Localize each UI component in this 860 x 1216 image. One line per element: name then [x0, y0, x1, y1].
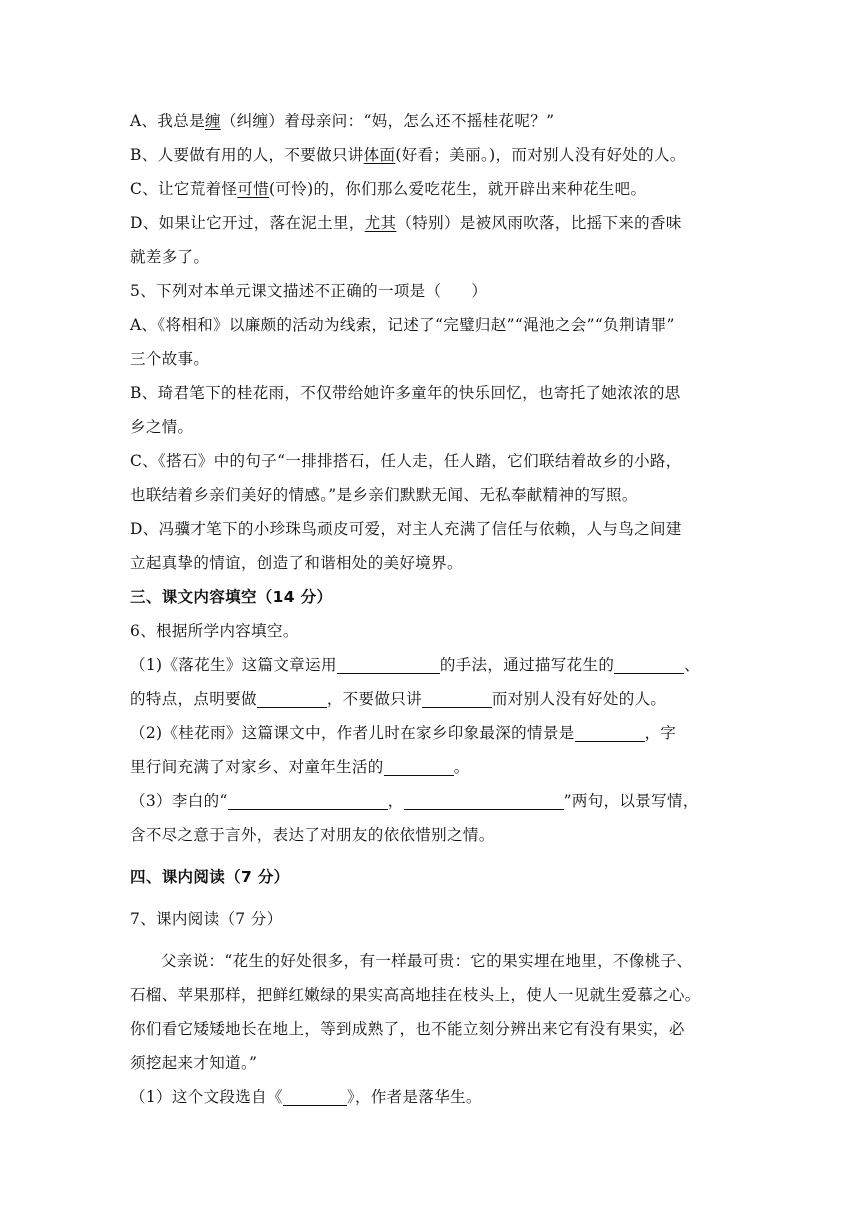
q4-option-d: D、如果让它开过，落在泥土里，尤其（特别）是被风雨吹落，比摇下来的香味	[130, 214, 682, 232]
q6-part-3-cont: 含不尽之意于言外，表达了对朋友的依依惜别之情。	[130, 826, 495, 844]
q4-option-c: C、让它荒着怪可惜(可怜)的，你们那么爱吃花生，就开辟出来种花生吧。	[130, 180, 647, 198]
q5-option-b: B、琦君笔下的桂花雨，不仅带给她许多童年的快乐回忆，也寄托了她浓浓的思	[130, 384, 681, 402]
fill-blank[interactable]	[404, 791, 564, 810]
reading-paragraph-line: 父亲说：“花生的好处很多，有一样最可贵：它的果实埋在地里，不像桃子、	[161, 952, 693, 970]
fill-blank[interactable]	[283, 1087, 347, 1106]
fill-blank[interactable]	[575, 723, 645, 742]
q5-option-c-cont: 也联结着乡亲们美好的情感。”是乡亲们默默无闻、无私奉献精神的写照。	[130, 486, 638, 504]
q5-stem: 5、下列对本单元课文描述不正确的一项是（ ）	[130, 282, 488, 300]
q4-option-a: A、我总是缠（纠缠）着母亲问：“妈，怎么还不摇桂花呢？”	[130, 112, 555, 130]
q7-stem: 7、课内阅读（7 分）	[130, 910, 283, 928]
q7-sub-1: （1）这个文段选自《 》，作者是落华生。	[130, 1088, 482, 1106]
q6-part-3: （3）李白的“ ， ”两句，以景写情，	[130, 792, 699, 810]
reading-paragraph-line: 须挖起来才知道。”	[130, 1054, 258, 1072]
reading-paragraph-line: 你们看它矮矮地长在地上，等到成熟了，也不能立刻分辨出来它有没有果实，必	[130, 1020, 685, 1038]
section-4-title: 四、课内阅读（7 分）	[130, 868, 290, 886]
fill-blank[interactable]	[228, 791, 388, 810]
q5-option-c: C、《搭石》中的句子“一排排搭石，任人走，任人踏，它们联结着故乡的小路，	[130, 452, 682, 470]
underlined-word: 尤其	[364, 214, 397, 232]
fill-blank[interactable]	[257, 689, 327, 708]
q4-option-d-cont: 就差多了。	[130, 248, 210, 266]
q6-part-2: （2)《桂花雨》这篇课文中，作者儿时在家乡印象最深的情景是 ，字	[130, 724, 677, 742]
fill-blank[interactable]	[614, 655, 684, 674]
q6-part-1-cont: 的特点，点明要做 ，不要做只讲 而对别人没有好处的人。	[130, 690, 667, 708]
q5-option-d: D、冯骥才笔下的小珍珠鸟顽皮可爱，对主人充满了信任与依赖，人与鸟之间建	[130, 520, 682, 538]
fill-blank[interactable]	[422, 689, 492, 708]
fill-blank[interactable]	[337, 655, 440, 674]
q6-stem: 6、根据所学内容填空。	[130, 622, 299, 640]
q6-part-1: （1)《落花生》这篇文章运用 的手法，通过描写花生的 、	[130, 656, 701, 674]
fill-blank[interactable]	[384, 757, 454, 776]
q4-option-b: B、人要做有用的人，不要做只讲体面(好看；美丽。)，而对别人没有好处的人。	[130, 146, 686, 164]
q5-option-b-cont: 乡之情。	[130, 418, 194, 436]
q5-option-a: A、《将相和》以廉颇的活动为线索，记述了“完璧归赵”“渑池之会”“负荆请罪”	[130, 316, 675, 334]
reading-paragraph-line: 石榴、苹果那样，把鲜红嫩绿的果实高高地挂在枝头上，使人一见就生爱慕之心。	[130, 986, 701, 1004]
underlined-word: 体面	[363, 146, 396, 164]
underlined-word: 可惜	[237, 180, 270, 198]
q5-option-a-cont: 三个故事。	[130, 350, 210, 368]
q6-part-2-cont: 里行间充满了对家乡、对童年生活的 。	[130, 758, 470, 776]
q5-option-d-cont: 立起真挚的情谊，创造了和谐相处的美好境界。	[130, 554, 463, 572]
underlined-word: 缠	[204, 112, 221, 130]
section-3-title: 三、课文内容填空（14 分）	[130, 588, 333, 606]
document-page	[130, 104, 730, 1114]
